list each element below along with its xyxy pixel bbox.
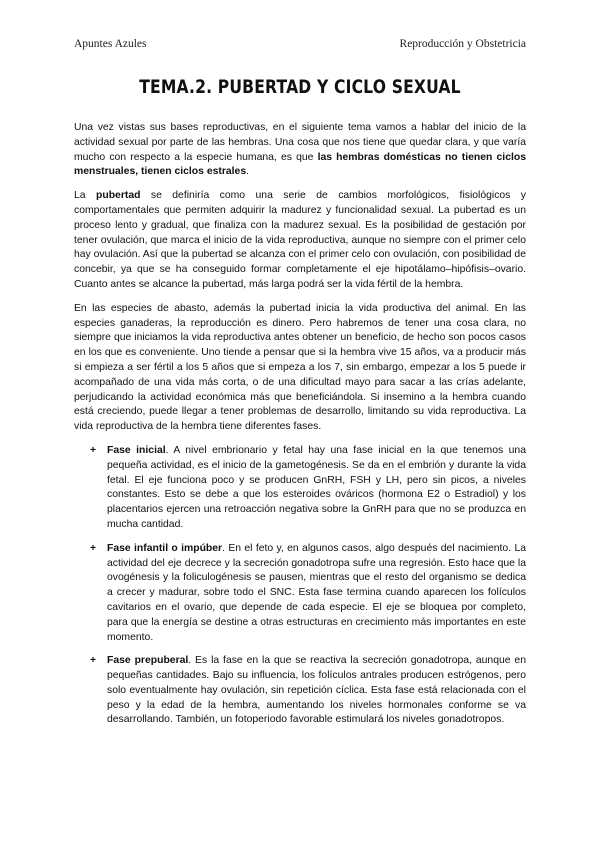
- paragraph-intro-text: Una vez vistas sus bases reproductivas, en el siguiente tema vamos a hablar del inicio de la actividad sexual por parte de las hembras. Una cosa que nos tiene que quedar clara, y que varía mucho con respecto a la especie humana, es que: [74, 122, 526, 163]
- header-right-text: Reproducción y Obstetricia: [399, 38, 526, 50]
- document-body: [74, 121, 526, 737]
- plus-bullet-icon: +: [90, 542, 97, 554]
- plus-bullet-icon: +: [90, 444, 97, 456]
- page-title: TEMA.2. PUBERTAD Y CICLO SEXUAL: [139, 76, 461, 98]
- phase-list: [74, 444, 526, 728]
- paragraph-intro: [74, 121, 526, 180]
- list-item-text: . Es la fase en la que se reactiva la secreción gonadotropa, aunque en pequeñas cantidades. Bajo su influencia, los folículos antrales producen estrógenos, pero solo eventualmente hay ovulación, sin repetición cíclica. Esta fase está relacionada con el peso y la edad de la hembra, aumentando los niveles hormonales conforme se va desarrollando. También, un fotoperiodo favorable estimulará los niveles gonadotropos.: [107, 655, 526, 726]
- paragraph-pubertad-text: se definiría como una serie de cambios morfológicos, fisiológicos y comportamentales que permiten adquirir la madurez y funcionalidad sexual. La pubertad es un proceso lento y gradual, que finaliza con la madurez sexual. Es la posibilidad de gestación por tener ovulación, que marca el inicio de la vida reproductiva, aunque no siempre con el primer celo hay ovulación. Así que la pubertad se alcanza con el primer celo con ovulación, con posibilidad de concebir, ya que se ha conseguido formar completamente el eje hipotálamo–hipófisis–ovario. Cuanto antes se alcance la pubertad, más larga podrá ser la vida fértil de la hembra.: [74, 190, 526, 290]
- paragraph-pubertad-start: La: [74, 190, 96, 202]
- paragraph-abasto: En las especies de abasto, además la pubertad inicia la vida productiva del animal. En las especies ganaderas, la reproducción es dinero. Pero habremos de tener una cosa clara, no siempre que iniciamos la vida reproductiva antes obtener un beneficio, de hecho son pocos casos en los que es conveniente. Uno tiende a pensar que si la hembra vive 15 años, va a producir más si empieza a ser fértil a los 5 años que si empeza a los 7, sin embargo, empezar a los 5 puede ir acompañado de una vida más corta, o de una dificultad mayo para sacar a las crías adelante, perjudicando la actividad económica más que beneficiándola. Si insemino a la hembra cuando está creciendo, puede llegar a tener problemas de desarrollo, limitando su vida reproductiva. La vida reproductiva de la hembra tiene diferentes fases.: [74, 302, 526, 433]
- list-item-text: . A nivel embrionario y fetal hay una fase inicial en la que tenemos una pequeña actividad, es el inicio de la gametogénesis. Se da en el embrión y durante la vida fetal. El eje funciona poco y se producen GnRH, FSH y LH, pero sin picos, a niveles constantes. Esto se debe a que los esteroides ováricos (hormona E2 o Estradiol) y los placentarios ejercen una retroacción negativa sobre la GnRH para que no se produzca en mucha cantidad.: [107, 444, 526, 530]
- plus-bullet-icon: +: [90, 655, 97, 667]
- list-item: [74, 444, 526, 533]
- list-item-label: Fase prepuberal: [107, 655, 189, 667]
- header-left-text: Apuntes Azules: [74, 38, 147, 50]
- page-header: [74, 38, 526, 52]
- list-item-label: Fase infantil o impúber: [107, 542, 223, 554]
- paragraph-intro-bold: las hembras domésticas no tienen ciclos menstruales, tienen ciclos estrales: [74, 151, 526, 178]
- paragraph-pubertad-bold: pubertad: [96, 190, 141, 202]
- paragraph-pubertad: [74, 189, 526, 293]
- list-item-text: . En el feto y, en algunos casos, algo después del nacimiento. La actividad del eje decrece y la secreción gonadotropa sufre una regresión. Esto hace que la ovogénesis y la foliculogénesis se pausen, mientras que el resto del organismo se dedica a crecer y madurar, sobre todo el SNC. Esta fase termina cuando aparecen los folículos cavitarios en el ovario, que depende de cada especie. El eje se bloquea por completo, para que la energía se destine a otras estructuras en crecimiento más importantes en este momento.: [107, 542, 527, 643]
- list-item: [74, 654, 526, 728]
- list-item: [74, 542, 526, 646]
- list-item-label: Fase inicial: [107, 444, 166, 456]
- paragraph-intro-end: .: [246, 166, 249, 178]
